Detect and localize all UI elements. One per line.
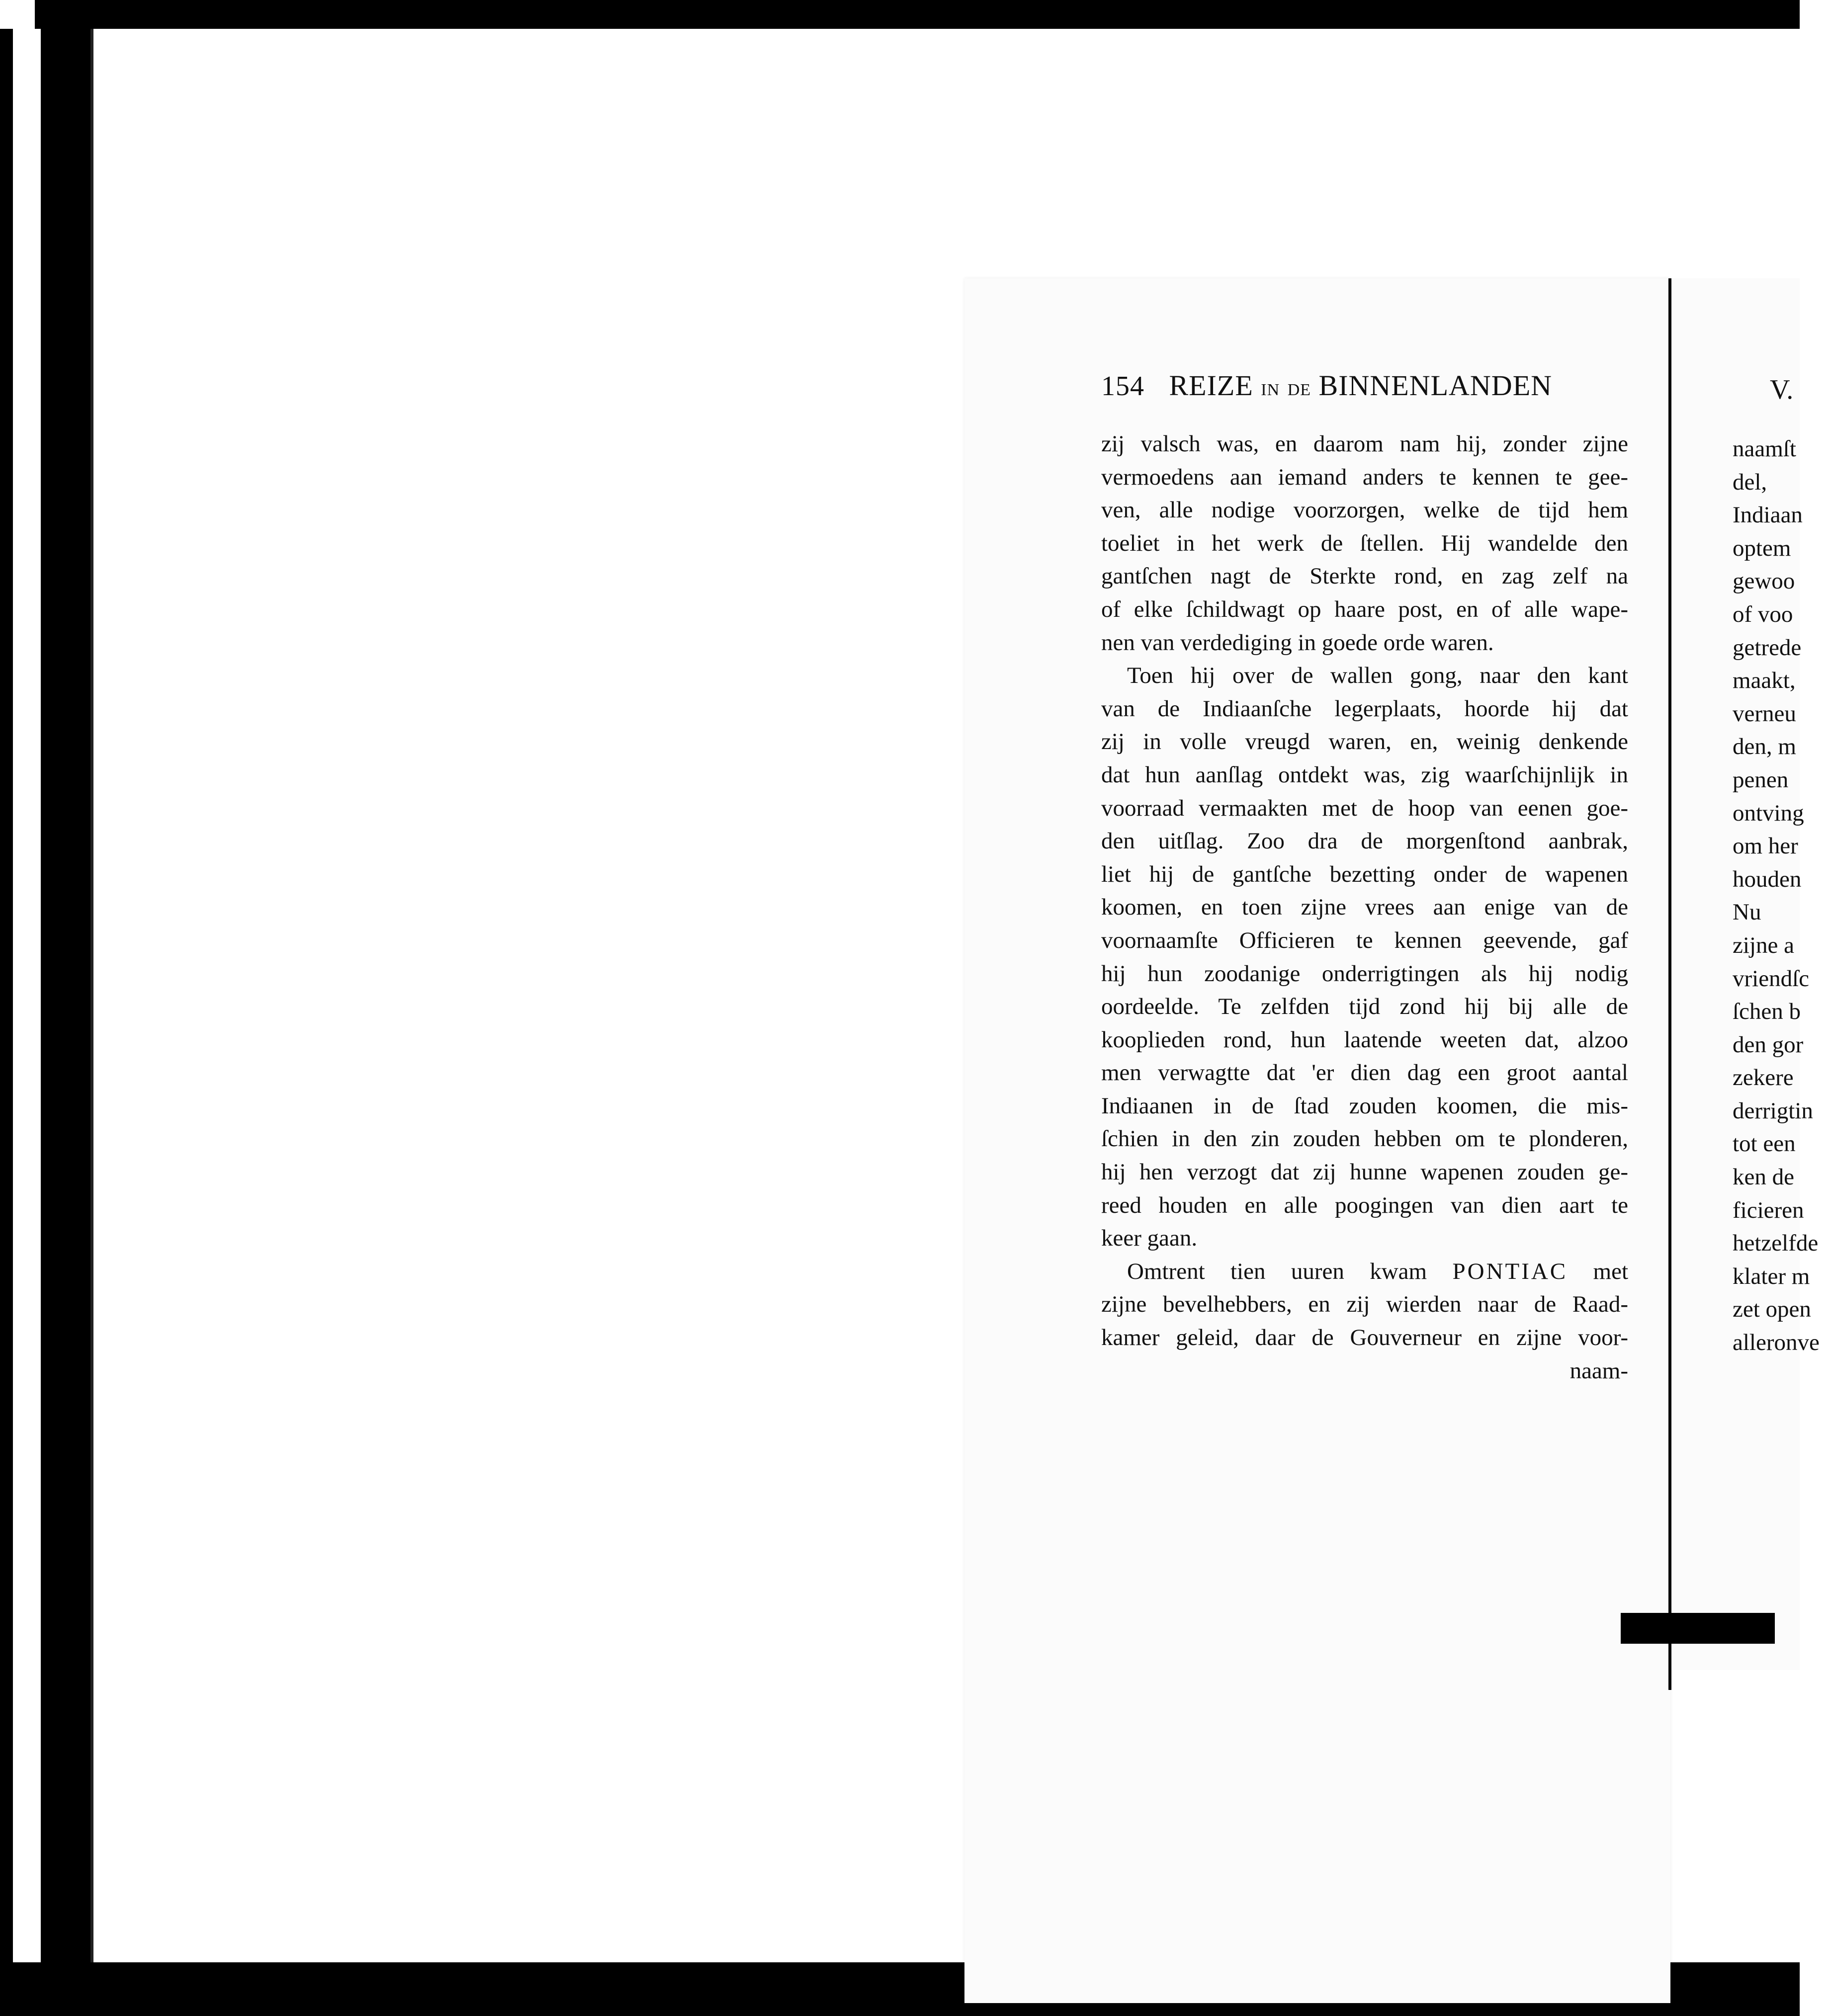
text-line: ontving (1733, 800, 1804, 826)
text-line: reed houden en alle poogingen van dien aart te (1101, 1192, 1628, 1218)
scan-frame-left-edge (0, 29, 13, 1962)
running-head-word-2: IN (1261, 381, 1280, 399)
text-line: alleronve (1733, 1330, 1820, 1356)
text-line: nen van verdediging in goede orde waren. (1101, 629, 1494, 656)
right-running-head-fragment: V. (1770, 374, 1794, 405)
text-fragment: Omtrent tien uuren kwam (1127, 1258, 1427, 1284)
text-line: tot een (1733, 1131, 1796, 1157)
page-number: 154 (1101, 371, 1144, 402)
text-line: Indiaan (1733, 502, 1803, 528)
text-line: penen (1733, 766, 1789, 793)
catchword: naam- (1570, 1357, 1628, 1384)
text-line: Indiaanen in de ſtad zouden koomen, die mis- (1101, 1092, 1628, 1119)
text-line: dat hun aanſlag ontdekt was, zig waarſchijnlijk in (1101, 761, 1628, 788)
running-head (1101, 369, 1628, 409)
text-line: den gor (1733, 1031, 1804, 1058)
text-line: of elke ſchildwagt op haare post, en of alle wape- (1101, 596, 1628, 622)
text-line: kooplieden rond, hun laatende weeten dat, alzoo (1101, 1026, 1628, 1053)
text-line: of voo (1733, 601, 1793, 627)
running-head-word-1: REIZE (1169, 369, 1253, 402)
text-line: derrigtin (1733, 1097, 1813, 1124)
scan-frame-left-inner-line (90, 29, 93, 1962)
scan-frame-top (0, 0, 1800, 29)
text-line: zij in volle vreugd waren, en, weinig denkende (1101, 729, 1628, 755)
text-line: den, m (1733, 734, 1796, 760)
text-line: hij hen verzogt dat zij hunne wapenen zouden ge- (1101, 1159, 1628, 1185)
text-line: vermoedens aan iemand anders te kennen te gee- (1101, 464, 1628, 490)
name-pontiac: PONTIAC (1452, 1258, 1568, 1284)
right-page-body-fragment (1733, 432, 1832, 1359)
text-line: vriendſc (1733, 965, 1809, 992)
text-line: del, (1733, 469, 1767, 495)
text-line: houden (1733, 866, 1802, 892)
text-line: gantſchen nagt de Sterkte rond, en zag zelf na (1101, 563, 1628, 589)
text-line-pontiac (1101, 1255, 1628, 1288)
text-line: hij hun zoodanige onderrigtingen als hij nodig (1101, 960, 1628, 987)
text-line: klater m (1733, 1263, 1810, 1289)
text-line: ken de (1733, 1164, 1794, 1190)
text-line: maakt, (1733, 668, 1796, 694)
text-line: verneu (1733, 700, 1796, 727)
scan-frame-left-bar (41, 0, 90, 2016)
text-line: ſchien in den zin zouden hebben om te plonderen, (1101, 1126, 1628, 1152)
left-page-body (1101, 427, 1628, 1387)
black-marker-tab (1621, 1613, 1775, 1644)
text-line: zij valsch was, en daarom nam hij, zonder zijne (1101, 431, 1628, 457)
text-line: naamſt (1733, 436, 1796, 462)
text-line: koomen, en toen zijne vrees aan enige van de (1101, 894, 1628, 921)
running-head-word-4: BINNENLANDEN (1318, 369, 1553, 402)
text-line: zijne bevelhebbers, en zij wierden naar de Raad- (1101, 1291, 1628, 1318)
text-line: Nu (1733, 899, 1761, 925)
text-line: men verwagtte dat 'er dien dag een groot aantal (1101, 1060, 1628, 1086)
text-line: liet hij de gantſche bezetting onder de wapenen (1101, 861, 1628, 887)
text-line: zijne a (1733, 932, 1794, 958)
text-line: den uitſlag. Zoo dra de morgenſtond aanbrak, (1101, 828, 1628, 854)
text-line: getrede (1733, 634, 1802, 661)
text-line: voorraad vermaakten met de hoop van eenen goe- (1101, 795, 1628, 821)
text-line: keer gaan. (1101, 1225, 1198, 1252)
text-line: ſchen b (1733, 999, 1801, 1025)
text-line: zet open (1733, 1296, 1811, 1323)
text-line: om her (1733, 833, 1798, 859)
text-line: kamer geleid, daar de Gouverneur en zijne voor- (1101, 1325, 1628, 1351)
text-line: gewoo (1733, 568, 1795, 594)
text-line: toeliet in het werk de ſtellen. Hij wandelde den (1101, 530, 1628, 556)
text-line: ficieren (1733, 1197, 1804, 1223)
text-line: voornaamſte Officieren te kennen geevende, gaf (1101, 927, 1628, 953)
text-line: ven, alle nodige voorzorgen, welke de tijd hem (1101, 497, 1628, 523)
book-gutter-line (1668, 278, 1671, 1690)
text-line: zekere (1733, 1065, 1794, 1091)
text-line: hetzelfde (1733, 1230, 1819, 1257)
text-line: optem (1733, 535, 1791, 561)
running-head-word-3: DE (1287, 381, 1311, 399)
text-line: oordeelde. Te zelfden tijd zond hij bij alle de (1101, 994, 1628, 1020)
text-fragment: met (1593, 1258, 1629, 1284)
text-line: van de Indiaanſche legerplaats, hoorde hij dat (1101, 695, 1628, 722)
text-line: Toen hij over de wallen gong, naar den kant (1127, 663, 1628, 689)
